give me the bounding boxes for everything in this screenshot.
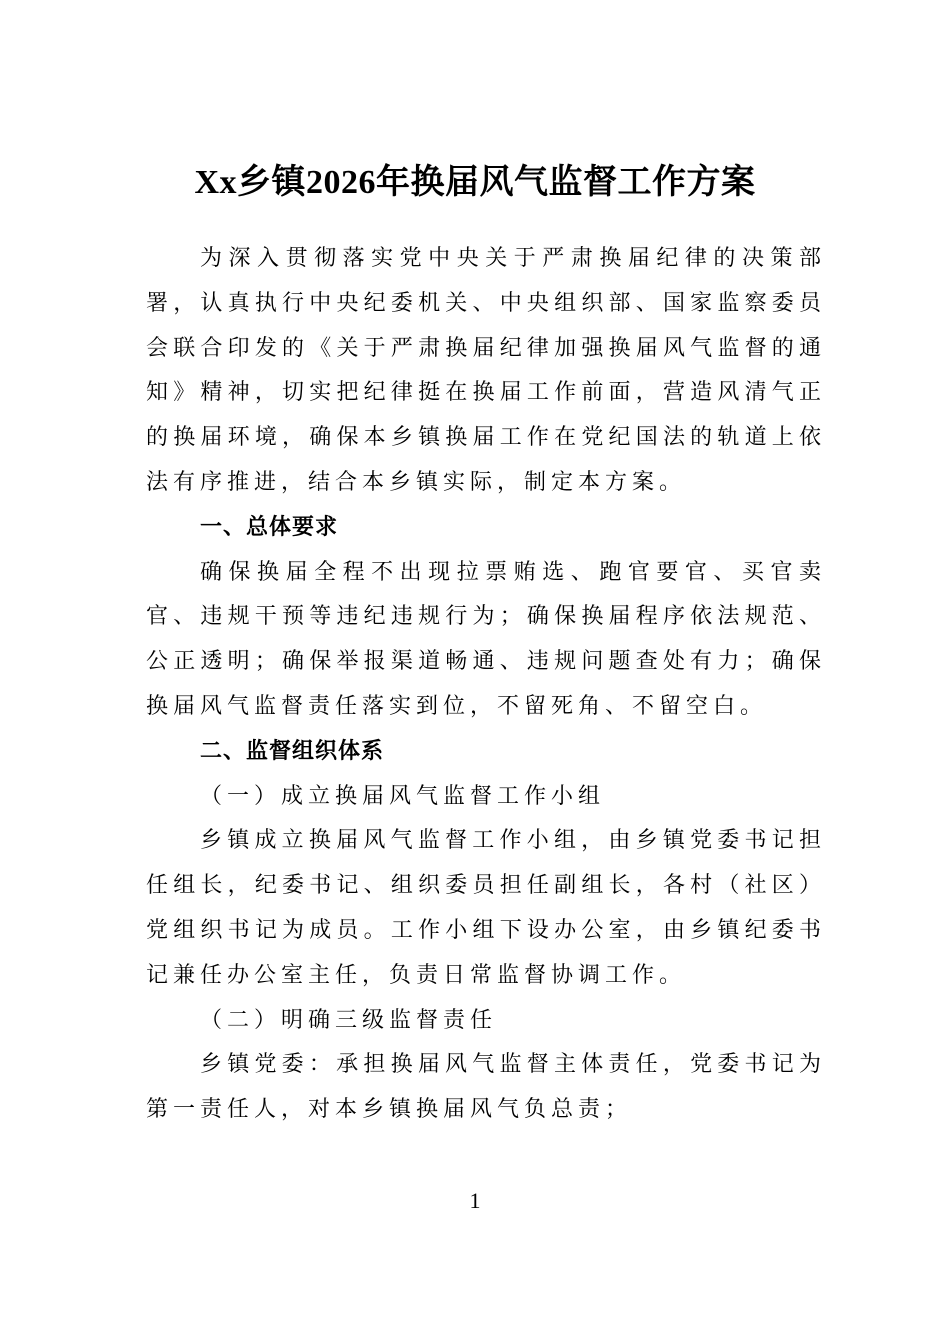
section-heading-general-requirements: 一、总体要求 [200, 514, 339, 540]
intro-paragraph: 为深入贯彻落实党中央关于严肃换届纪律的决策部署，认真执行中央纪委机关、中央组织部、国家监察委员会联合印发的《关于严肃换届纪律加强换届风气监督的通知》精神，切实把纪律挺在换届工作前面，营造风清气正的换届环境，确保本乡镇换届工作在党纪国法的轨道上依法有序推进，结合本乡镇实际，制定本方案。 [146, 246, 826, 495]
subsection-heading-three-level-responsibility: （二）明确三级监督责任 [200, 1007, 498, 1033]
document-title: Xx乡镇2026年换届风气监督工作方案 [194, 164, 756, 201]
page-number: 1 [469, 1188, 481, 1213]
subsection-heading-working-group: （一）成立换届风气监督工作小组 [200, 783, 606, 809]
document-body [146, 237, 826, 1133]
general-requirements-paragraph: 确保换届全程不出现拉票贿选、跑官要官、买官卖官、违规干预等违纪违规行为；确保换届程序依法规范、公正透明；确保举报渠道畅通、违规问题查处有力；确保换届风气监督责任落实到位，不留死角、不留空白。 [146, 559, 826, 719]
working-group-paragraph: 乡镇成立换届风气监督工作小组，由乡镇党委书记担任组长，纪委书记、组织委员担任副组长，各村（社区）党组织书记为成员。工作小组下设办公室，由乡镇纪委书记兼任办公室主任，负责日常监督协调工作。 [146, 828, 826, 988]
responsibility-paragraph: 乡镇党委：承担换届风气监督主体责任，党委书记为第一责任人，对本乡镇换届风气负总责； [146, 1052, 826, 1123]
section-heading-supervision-system: 二、监督组织体系 [200, 738, 385, 764]
